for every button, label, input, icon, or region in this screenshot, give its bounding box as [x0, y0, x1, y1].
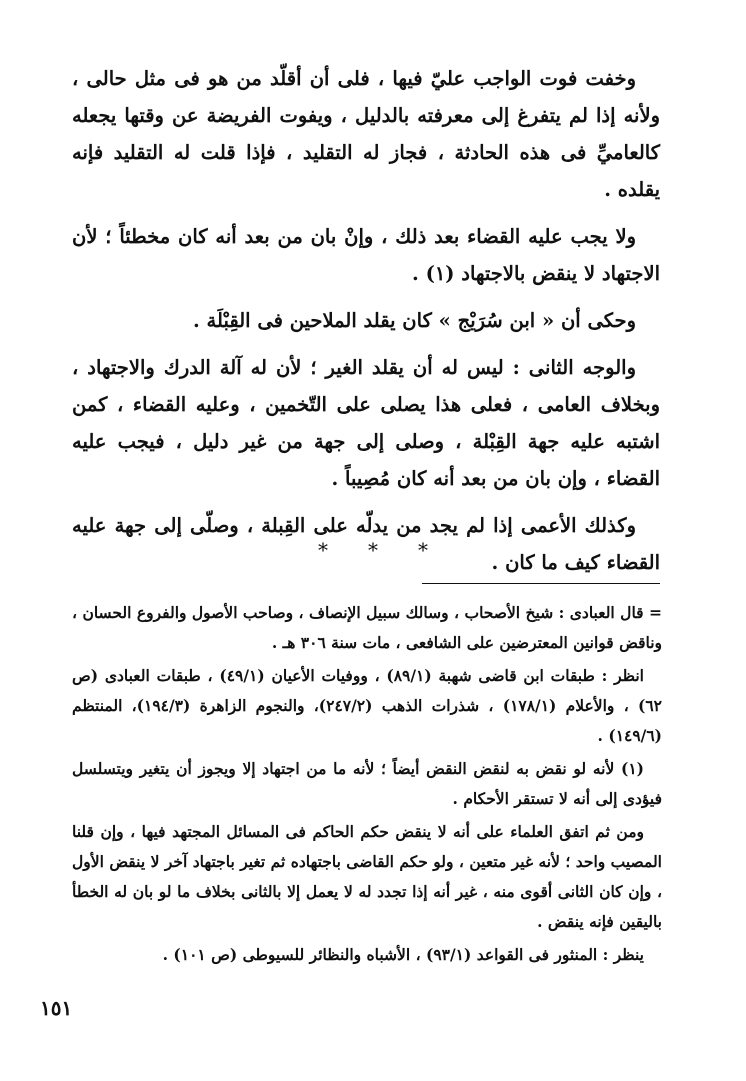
- footnote-divider: [422, 583, 660, 584]
- paragraph-3: وحكى أن « ابن سُرَيْج » كان يقلد الملاحين فى القِبْلَة .: [192, 309, 636, 332]
- separator-star: *: [318, 538, 328, 562]
- footnote-continuation: = قال العبادى : شيخ الأصحاب ، وسالك سبيل الإنصاف ، وصاحب الأصول والفروع الحسان ، وناقض قوانين المعترضين على الشافعى ، مات سنة ٣٠٦ هـ .: [72, 603, 662, 652]
- footnotes: [72, 598, 662, 973]
- footnote-sources: انظر : طبقات ابن قاضى شهبة (٨٩/١) ، ووفيات الأعيان (٤٩/١) ، طبقات العبادى (ص ٦٢) ، والأعلام (١٧٨/١) ، شذرات الذهب (٢٤٧/٢)، والنجوم الزاهرة (١٩٤/٣)، المنتظم (١٤٩/٦) .: [72, 666, 662, 745]
- footnote-1-continued: ومن ثم اتفق العلماء على أنه لا ينقض حكم الحاكم فى المسائل المجتهد فيها ، وإن قلنا المصيب واحد ؛ لأنه غير متعين ، ولو حكم القاضى باجتهاده ثم تغير باجتهاد آخر لا ينقض الأول ، وإن كان الثانى أقوى منه ، غير أنه إذا تجدد له لا يعمل إلا بالثانى بخلاف ما لو بان له الخطأ باليقين فإنه ينقض .: [72, 822, 662, 931]
- paragraph-2: ولا يجب عليه القضاء بعد ذلك ، وإنْ بان من بعد أنه كان مخطئاً ؛ لأن الاجتهاد لا ينقض بالاجتهاد (١) .: [72, 225, 660, 285]
- separator-star: *: [418, 538, 428, 562]
- paragraph-1: وخفت فوت الواجب عليّ فيها ، فلى أن أقلّد من هو فى مثل حالى ، ولأنه إذا لم يتفرغ إلى معرفته بالدليل ، ويفوت الفريضة عن وقتها يجعله كالعاميِّ فى هذه الحادثة ، فجاز له التقليد ، فإذا قلت له التقليد فإنه يقلده .: [72, 67, 660, 201]
- section-separator: [0, 538, 746, 562]
- main-text: [72, 60, 660, 591]
- footnote-1-reference: ينظر : المنثور فى القواعد (٩٣/١) ، الأشباه والنظائر للسيوطى (ص ١٠١) .: [162, 945, 644, 964]
- footnote-1: (١) لأنه لو نقض به لنقض النقض أيضاً ؛ لأنه ما من اجتهاد إلا ويجوز أن يتغير ويتسلسل فيؤدى إلى أنه لا تستقر الأحكام .: [72, 759, 662, 808]
- paragraph-4: والوجه الثانى : ليس له أن يقلد الغير ؛ لأن له آلة الدرك والاجتهاد ، وبخلاف العامى ، فعلى هذا يصلى على التّخمين ، وعليه القضاء ، كمن اشتبه عليه جهة القِبْلة ، وصلى إلى جهة من غير دليل ، فيجب عليه القضاء ، وإن بان من بعد أنه كان مُصِيباً .: [72, 356, 660, 490]
- separator-star: *: [368, 538, 378, 562]
- paragraph-5: وكذلك الأعمى إذا لم يجد من يدلّه على القِبلة ، وصلّى إلى جهة عليه القضاء كيف ما كان .: [72, 514, 660, 574]
- page-number: ١٥١: [40, 996, 73, 1020]
